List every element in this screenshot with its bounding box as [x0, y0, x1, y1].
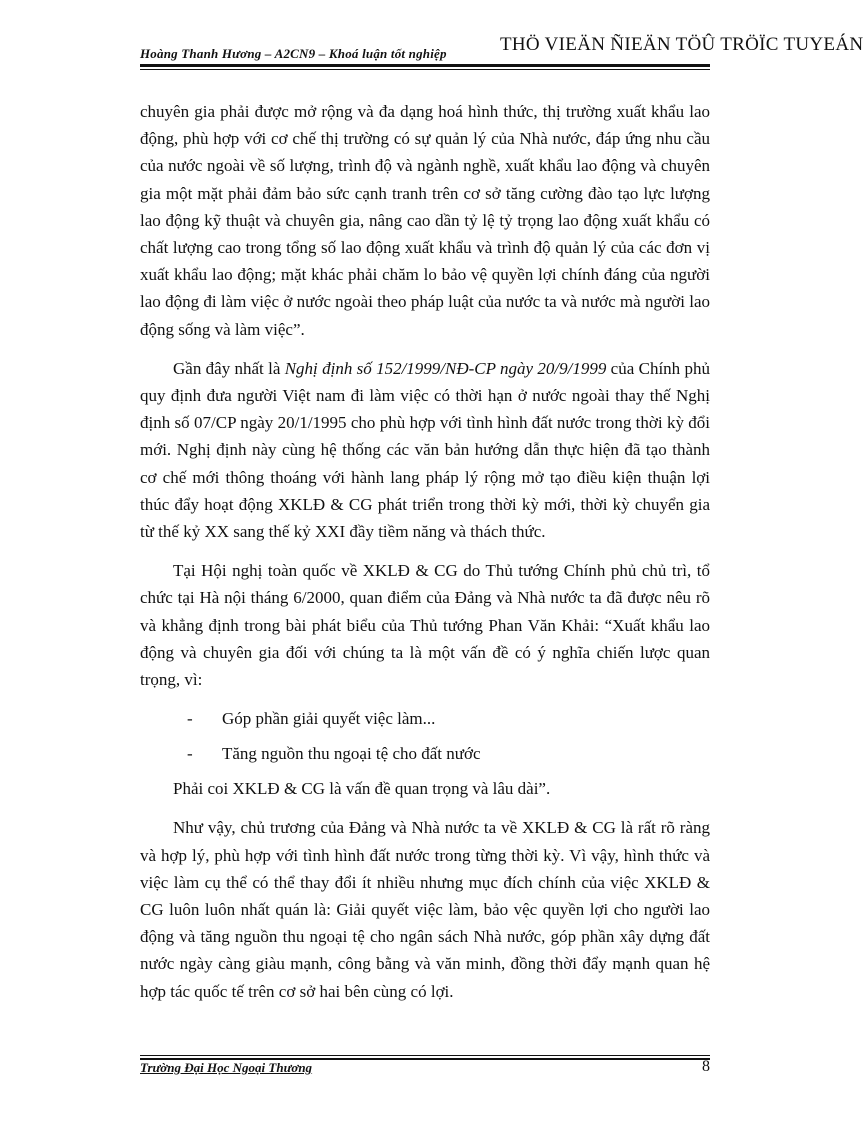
- footer-school: Trường Đại Học Ngoại Thương: [140, 1060, 313, 1075]
- paragraph-1: chuyên gia phải được mở rộng và đa dạng hoá hình thức, thị trường xuất khẩu lao động, phù hợp với cơ chế thị trường có sự quản lý của Nhà nước, đáp ứng nhu cầu của nước ngoài về số lượng, trình độ và ngành nghề, xuất khẩu lao động và chuyên gia một mặt phải đảm bảo sức cạnh tranh trên cơ sở tăng cường đào tạo lực lượng lao động kỹ thuật và chuyên gia, nâng cao dần tỷ lệ tỷ trọng lao động xuất khẩu có chất lượng cao trong tổng số lao động xuất khẩu và trình độ quản lý của các đơn vị xuất khẩu lao động; mặt khác phải chăm lo bảo vệ quyền lợi chính đáng của người lao động đi làm việc ở nước ngoài theo pháp luật của nước ta và nước mà người lao động sống và làm việc”.: [140, 102, 710, 339]
- header-rule: [140, 64, 710, 67]
- page-header: [140, 28, 863, 74]
- page-footer: [140, 1055, 710, 1085]
- footer-rule: [140, 1055, 710, 1056]
- paragraph-3: Tại Hội nghị toàn quốc về XKLĐ & CG do Thủ tướng Chính phủ chủ trì, tổ chức tại Hà nội tháng 6/2000, quan điểm của Đảng và Nhà nước ta đã được nêu rõ và khẳng định trong bài phát biểu của Thủ tướng Phan Văn Khải: “Xuất khẩu lao động và chuyên gia đối với chúng ta là một vấn đề có ý nghĩa chiến lược quan trọng, vì:: [140, 561, 710, 690]
- bullet-dash: -: [187, 744, 193, 764]
- header-rule-thin: [140, 69, 710, 70]
- paragraph-2-rest: của Chính phủ quy định đưa người Việt nam đi làm việc có thời hạn ở nước ngoài thay thế Nghị định số 07/CP ngày 20/1/1995 cho phù hợp với tình hình đất nước trong thời kỳ đổi mới. Nghị định này cùng hệ thống các văn bản hướng dẫn thực hiện đã tạo thành cơ chế mới thông thoáng với hành lang pháp lý rộng mở tạo điều kiện thuận lợi thúc đẩy hoạt động XKLĐ & CG phát triển trong thời kỳ mới, thời kỳ chuyển gia từ thế kỷ XX sang thế kỷ XXI đầy tiềm năng và thách thức.: [140, 358, 710, 542]
- bullet-text: Góp phần giải quyết việc làm...: [222, 709, 436, 729]
- header-watermark: THÖ VIEÄN ÑIEÄN TÖÛ TRÖÏC TUYEÁN: [500, 34, 863, 55]
- paragraph-5: Như vậy, chủ trương của Đảng và Nhà nước ta về XKLĐ & CG là rất rõ ràng và hợp lý, phù hợp với tình hình đất nước trong từng thời kỳ. Vì vậy, hình thức và việc làm cụ thể có thể thay đổi ít nhiều nhưng mục đích chính của việc XKLĐ & CG luôn luôn nhất quán là: Giải quyết việc làm, bảo vệc quyền lợi cho người lao động và tăng nguồn thu ngoại tệ cho ngân sách Nhà nước, góp phần xây dựng đất nước ngày càng giàu mạnh, công bằng và văn minh, đồng thời đẩy mạnh quan hệ hợp tác quốc tế trên cơ sở hai bên cùng có lợi.: [140, 818, 710, 1001]
- paragraph-2-start: Gần đây nhất là: [173, 358, 285, 378]
- bullet-item: [140, 740, 710, 767]
- quote-end: Phải coi XKLĐ & CG là vấn đề quan trọng và lâu dài”.: [173, 779, 551, 799]
- bullet-item: [140, 705, 710, 732]
- page-number: 8: [702, 1058, 710, 1075]
- bullet-text: Tăng nguồn thu ngoại tệ cho đất nước: [222, 744, 481, 764]
- bullet-dash: -: [187, 709, 193, 729]
- body-text: [140, 98, 710, 1017]
- paragraph-2: [140, 355, 710, 545]
- header-author-title: Hoàng Thanh Hương – A2CN9 – Khoá luận tốt nghiệp: [140, 46, 447, 61]
- decree-reference: Nghị định số 152/1999/NĐ-CP ngày 20/9/1999: [284, 358, 607, 378]
